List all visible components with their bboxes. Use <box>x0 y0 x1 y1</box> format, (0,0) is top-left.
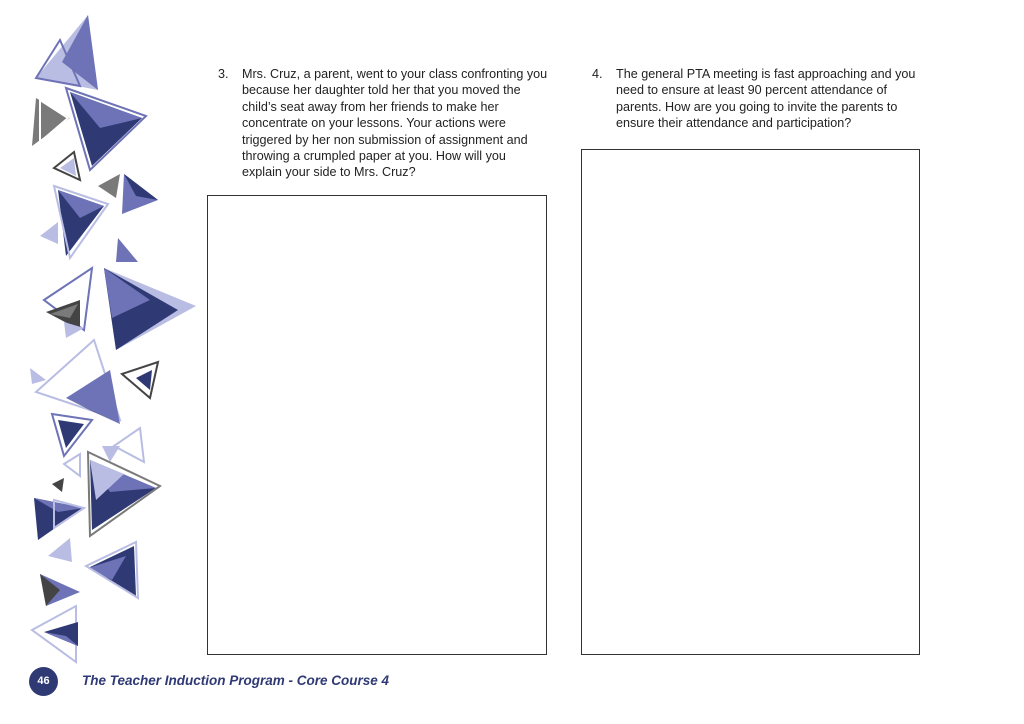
page-number-badge: 46 <box>29 667 58 696</box>
deco-triangle <box>64 454 80 476</box>
footer-title: The Teacher Induction Program - Core Course 4 <box>82 673 390 688</box>
deco-triangle <box>116 238 138 262</box>
decorative-triangles <box>0 0 210 724</box>
deco-triangle <box>52 478 64 492</box>
question-number: 4. <box>592 67 603 81</box>
question-3 <box>218 66 548 181</box>
deco-triangle <box>48 538 72 562</box>
deco-triangle <box>98 174 120 198</box>
question-text: The general PTA meeting is fast approaching and you need to ensure at least 90 percent attendance of parents. How are you going to invite the parents to ensure their attendance and participation? <box>616 67 916 131</box>
deco-triangle <box>66 370 120 424</box>
question-number: 3. <box>218 67 229 81</box>
answer-box-question-4[interactable] <box>581 149 920 655</box>
question-4 <box>592 66 928 132</box>
question-text: Mrs. Cruz, a parent, went to your class confronting you because her daughter told her that you moved the child’s seat away from her friends to make her concentrate on your lessons. Your actions were triggered by her non submission of assignment and throwing a crumpled paper at you. How will you explain your side to Mrs. Cruz? <box>242 67 548 180</box>
deco-triangle <box>40 222 58 244</box>
answer-box-question-3[interactable] <box>207 195 547 655</box>
deco-triangle <box>114 428 144 462</box>
deco-triangle <box>30 368 46 384</box>
